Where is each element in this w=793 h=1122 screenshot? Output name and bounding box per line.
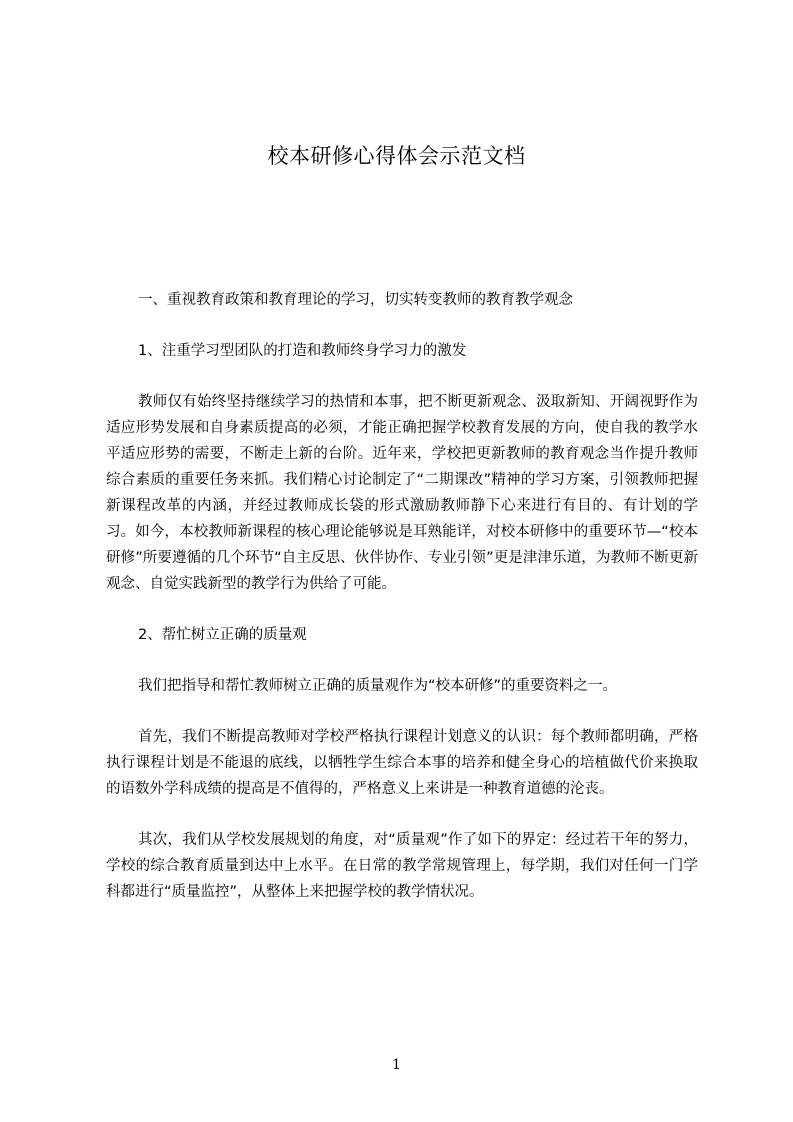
sub-heading-2: 2、帮忙树立正确的质量观 [138,627,307,643]
paragraph-4: 其次，我们从学校发展规划的角度，对“质量观”作了如下的界定：经过若干年的努力，学校的综合教育质量到达中上水平。在日常的教学常规管理上，每学期，我们对任何一门学科都进行“质量监控”，从整体上来把握学校的教学情状况。 [106,832,698,900]
page-number: 1 [392,1057,401,1073]
paragraph-1: 教师仅有始终坚持继续学习的热情和本事，把不断更新观念、汲取新知、开阔视野作为适应形势发展和自身素质提高的必须，才能正确把握学校教育发展的方向，使自我的教学水平适应形势的需要，不断走上新的台阶。近年来，学校把更新教师的教育观念当作提升教师综合素质的重要任务来抓。我们精心讨论制定了“二期课改”精神的学习方案，引领教师把握新课程改革的内涵，并经过教师成长袋的形式激励教师静下心来进行有目的、有计划的学习。如今，本校教师新课程的核心理论能够说是耳熟能详，对校本研修中的重要环节—“校本研修”所要遵循的几个环节“自主反思、伙伴协作、专业引领”更是津津乐道，为教师不断更新观念、自觉实践新型的教学行为供给了可能。 [106,394,698,592]
document-body [106,287,698,905]
document-title: 校本研修心得体会示范文档 [267,144,526,168]
section-heading: 一、重视教育政策和教育理论的学习，切实转变教师的教育教学观念 [138,292,573,308]
sub-heading-1: 1、注重学习型团队的打造和教师终身学习力的激发 [138,343,467,359]
paragraph-2: 我们把指导和帮忙教师树立正确的质量观作为“校本研修”的重要资料之一。 [138,678,618,694]
paragraph-3: 首先，我们不断提高教师对学校严格执行课程计划意义的认识：每个教师都明确，严格执行课程计划是不能退的底线，以牺牲学生综合本事的培养和健全身心的培植做代价来换取的语数外学科成绩的提高是不值得的，严格意义上来讲是一种教育道德的沦丧。 [106,729,698,797]
